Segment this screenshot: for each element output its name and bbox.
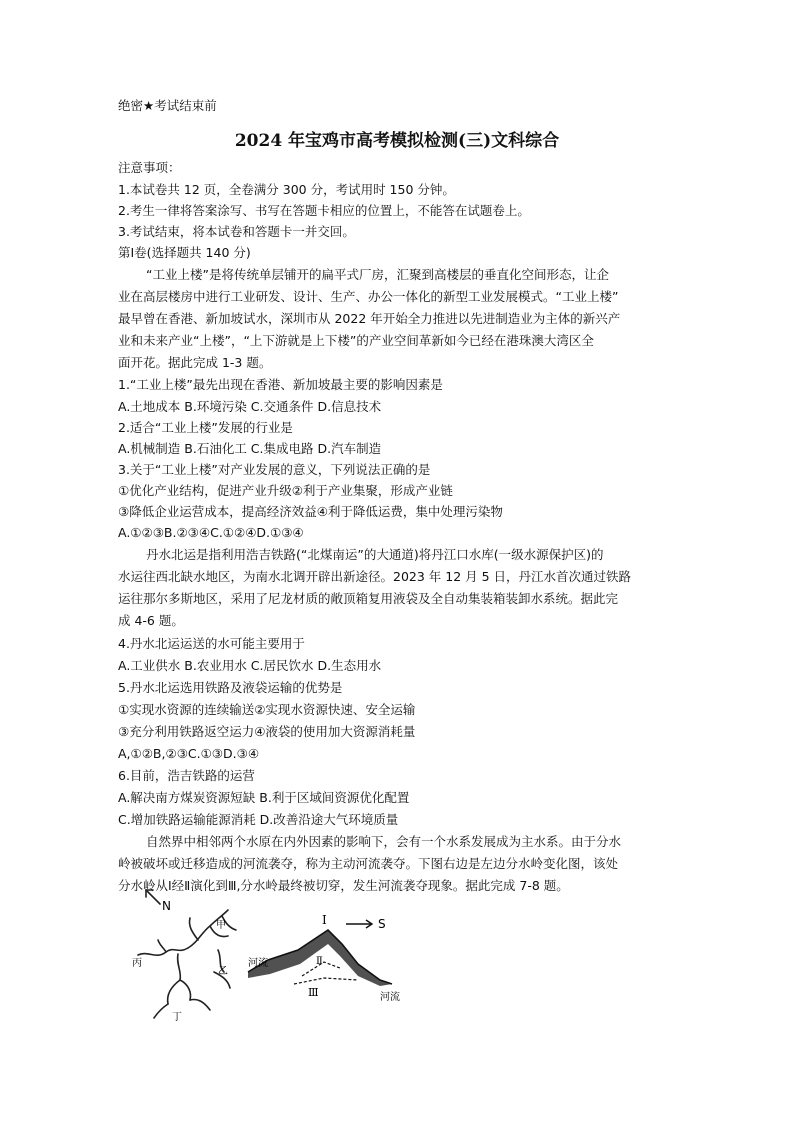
passage-line: 运往那尔多斯地区，采用了尼龙材质的敞顶箱复用液袋及全自动集装箱装卸水系统。据此完 [118, 591, 619, 606]
river-right-label: 河流 [380, 992, 400, 1003]
question-choice-line: ③充分利用铁路返空运力④液袋的使用加大资源消耗量 [118, 724, 416, 739]
question-stem: 3.关于“工业上楼”对产业发展的意义，下列说法正确的是 [118, 462, 431, 477]
passage-line: 业在高层楼房中进行工业研发、设计、生产、办公一体化的新型工业发展模式。“工业上楼” [118, 289, 619, 304]
question-stem: 6.目前，浩吉铁路的运营 [118, 768, 255, 783]
question-choice-line: C.增加铁路运输能源消耗 D.改善沿途大气环境质量 [118, 812, 399, 827]
note-item: 3.考试结束，将本试卷和答题卡一并交回。 [118, 224, 355, 239]
passage-line: 丹水北运是指利用浩吉铁路(“北煤南运”的大通道)将丹江口水库(一级水源保护区)的 [146, 547, 604, 562]
question-stem: 5.丹水北运选用铁路及液袋运输的优势是 [118, 680, 343, 695]
question-stem: 1.“工业上楼”最先出现在香港、新加坡最主要的影响因素是 [118, 377, 443, 392]
north-label: N [162, 899, 171, 913]
notes-heading: 注意事项： [118, 160, 181, 175]
south-label: S [378, 917, 386, 931]
passage-line: 最早曾在香港、新加坡试水，深圳市从 2022 年开始全力推进以先进制造业为主体的新兴产 [118, 311, 621, 326]
ridge-line-3 [294, 978, 358, 984]
note-item: 1.本试卷共 12 页，全卷满分 300 分，考试用时 150 分钟。 [118, 182, 455, 197]
label-yi: 乙 [218, 966, 228, 977]
confidential-note: 绝密★考试结束前 [118, 98, 217, 113]
label-jia: 甲 [216, 920, 226, 931]
roman-III: Ⅲ [308, 986, 319, 999]
watershed-figure [118, 880, 438, 1030]
label-bing: 丙 [132, 958, 142, 969]
question-options: A.土地成本 B.环境污染 C.交通条件 D.信息技术 [118, 399, 382, 414]
question-options: A.工业供水 B.农业用水 C.居民饮水 D.生态用水 [118, 658, 382, 673]
section-heading: 第Ⅰ卷(选择题共 140 分) [118, 245, 251, 260]
passage-line: 成 4-6 题。 [118, 613, 184, 628]
note-item: 2.考生一律将答案涂写、书写在答题卡相应的位置上，不能答在试题卷上。 [118, 203, 530, 218]
label-ding: 丁 [172, 1012, 182, 1023]
passage-line: 水运往西北缺水地区，为南水北调开辟出新途径。2023 年 12 月 5 日，丹江水首次通过铁路 [118, 569, 632, 584]
passage-line: 业和未来产业“上楼”，“上下游就是上下楼”的产业空间革新如今已经在港珠澳大湾区全 [118, 333, 594, 348]
question-stem: 2.适合“工业上楼”发展的行业是 [118, 420, 293, 435]
north-arrow-shaft [146, 890, 160, 904]
page-title: 2024 年宝鸡市高考模拟检测(三)文科综合 [234, 131, 560, 151]
question-options: A,①②B,②③C.①③D.③④ [118, 746, 260, 761]
question-choice-line: ③降低企业运营成本，提高经济效益④利于降低运费，集中处理污染物 [118, 504, 503, 519]
river-left-label: 河流 [248, 958, 268, 969]
roman-II: Ⅱ [316, 956, 323, 967]
passage-line: 岭被破坏或迁移造成的河流袭夺，称为主动河流袭夺。下图右边是左边分水岭变化图，该处 [118, 856, 619, 871]
question-options: A.机械制造 B.石油化工 C.集成电路 D.汽车制造 [118, 441, 382, 456]
passage-line: “工业上楼”是将传统单层铺开的扁平式厂房，汇聚到高楼层的垂直化空间形态，让企 [146, 267, 609, 282]
question-options: A.①②③B.②③④C.①②④D.①③④ [118, 525, 304, 540]
question-choice-line: A.解决南方煤炭资源短缺 B.利于区域间资源优化配置 [118, 790, 410, 805]
passage-line: 分水岭从Ⅰ经Ⅱ演化到Ⅲ,分水岭最终被切穿，发生河流袭夺现象。据此完成 7-8 题。 [118, 878, 569, 893]
passage-line: 自然界中相邻两个水原在内外因素的影响下，会有一个水系发展成为主水系。由于分水 [146, 834, 622, 849]
river-system-map [138, 890, 236, 1018]
watershed-profile [248, 920, 392, 986]
question-choice-line: ①优化产业结构，促进产业升级②利于产业集聚，形成产业链 [118, 483, 453, 498]
roman-I: Ⅰ [322, 913, 327, 927]
question-stem: 4.丹水北运运送的水可能主要用于 [118, 636, 305, 651]
question-choice-line: ①实现水资源的连续输送②实现水资源快速、安全运输 [118, 702, 416, 717]
passage-line: 面开花。据此完成 1-3 题。 [118, 355, 272, 370]
